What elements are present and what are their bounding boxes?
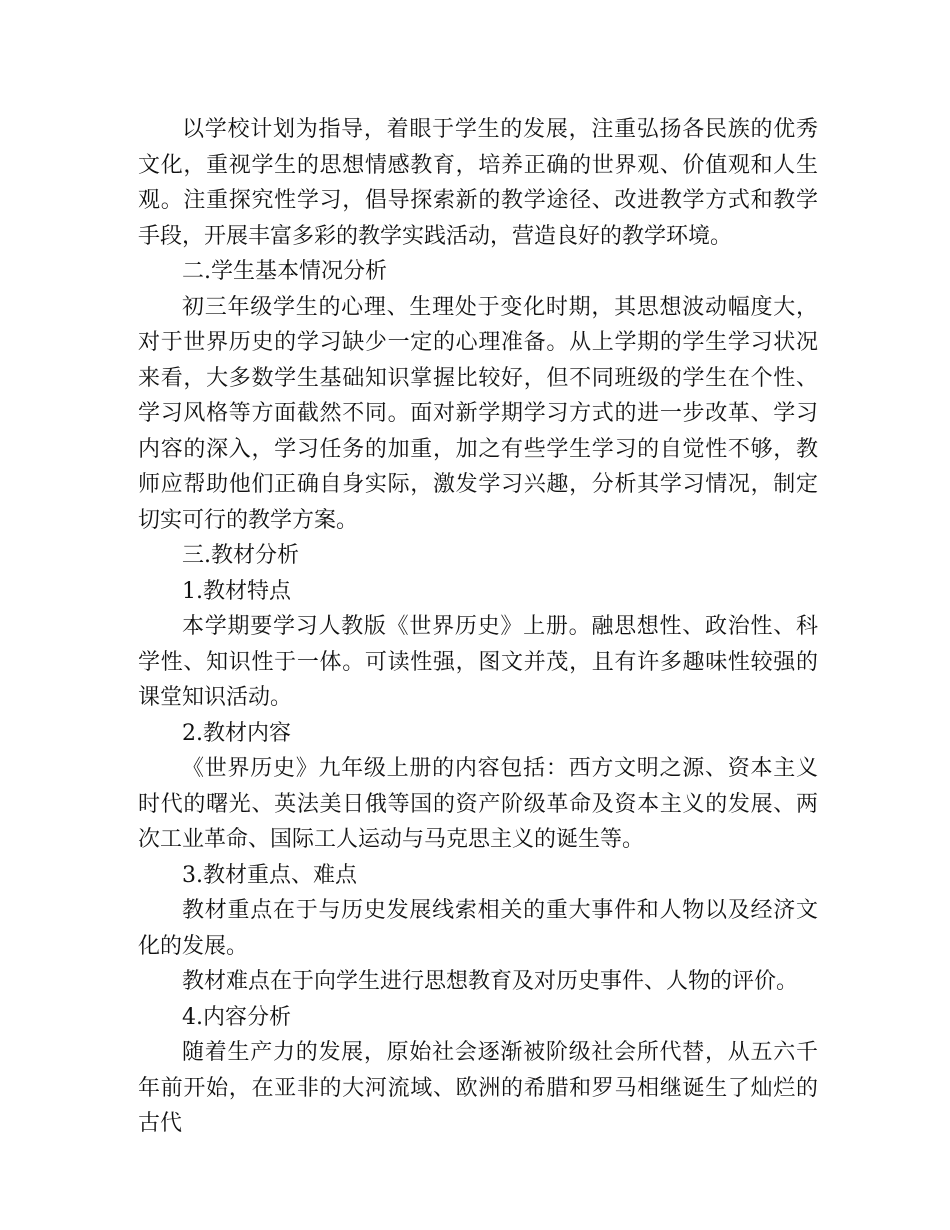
subheading-textbook-features: 1.教材特点 [182, 578, 291, 604]
paragraph-student-analysis: 初三年级学生的心理、生理处于变化时期，其思想波动幅度大，对于世界历史的学习缺少一定的心理准备。从上学期的学生学习状况来看，大多数学生基础知识掌握比较好，但不同班级的学生在个性、学习风格等方面截然不同。面对新学期学习方式的进一步改革、学习内容的深入，学习任务的加重，加之有些学生学习的自觉性不够，教师应帮助他们正确自身实际，激发学习兴趣，分析其学习情况，制定切实可行的教学方案。 [138, 294, 818, 533]
paragraph-difficult-points: 教材难点在于向学生进行思想教育及对历史事件、人物的评价。 [182, 969, 799, 994]
subheading-key-difficult-points: 3.教材重点、难点 [182, 862, 357, 888]
paragraph-key-points: 教材重点在于与历史发展线索相关的重大事件和人物以及经济文化的发展。 [138, 898, 818, 959]
subheading-textbook-content: 2.教材内容 [182, 720, 291, 746]
subheading-content-analysis: 4.内容分析 [182, 1004, 291, 1030]
paragraph-textbook-content: 《世界历史》九年级上册的内容包括：西方文明之源、资本主义时代的曙光、英法美日俄等国的资产阶级革命及资本主义的发展、两次工业革命、国际工人运动与马克思主义的诞生等。 [138, 756, 818, 852]
heading-textbook-analysis: 三.教材分析 [182, 543, 299, 568]
paragraph-guiding-principle: 以学校计划为指导，着眼于学生的发展，注重弘扬各民族的优秀文化，重视学生的思想情感教育，培养正确的世界观、价值观和人生观。注重探究性学习，倡导探索新的教学途径、改进教学方式和教学手段，开展丰富多彩的教学实践活动，营造良好的教学环境。 [138, 117, 818, 249]
heading-student-analysis: 二.学生基本情况分析 [182, 259, 387, 284]
document-page [138, 112, 818, 1142]
paragraph-content-analysis: 随着生产力的发展，原始社会逐渐被阶级社会所代替，从五六千年前开始，在亚非的大河流域、欧洲的希腊和罗马相继诞生了灿烂的古代 [138, 1040, 818, 1136]
paragraph-textbook-features: 本学期要学习人教版《世界历史》上册。融思想性、政治性、科学性、知识性于一体。可读性强，图文并茂，且有许多趣味性较强的课堂知识活动。 [138, 614, 818, 710]
